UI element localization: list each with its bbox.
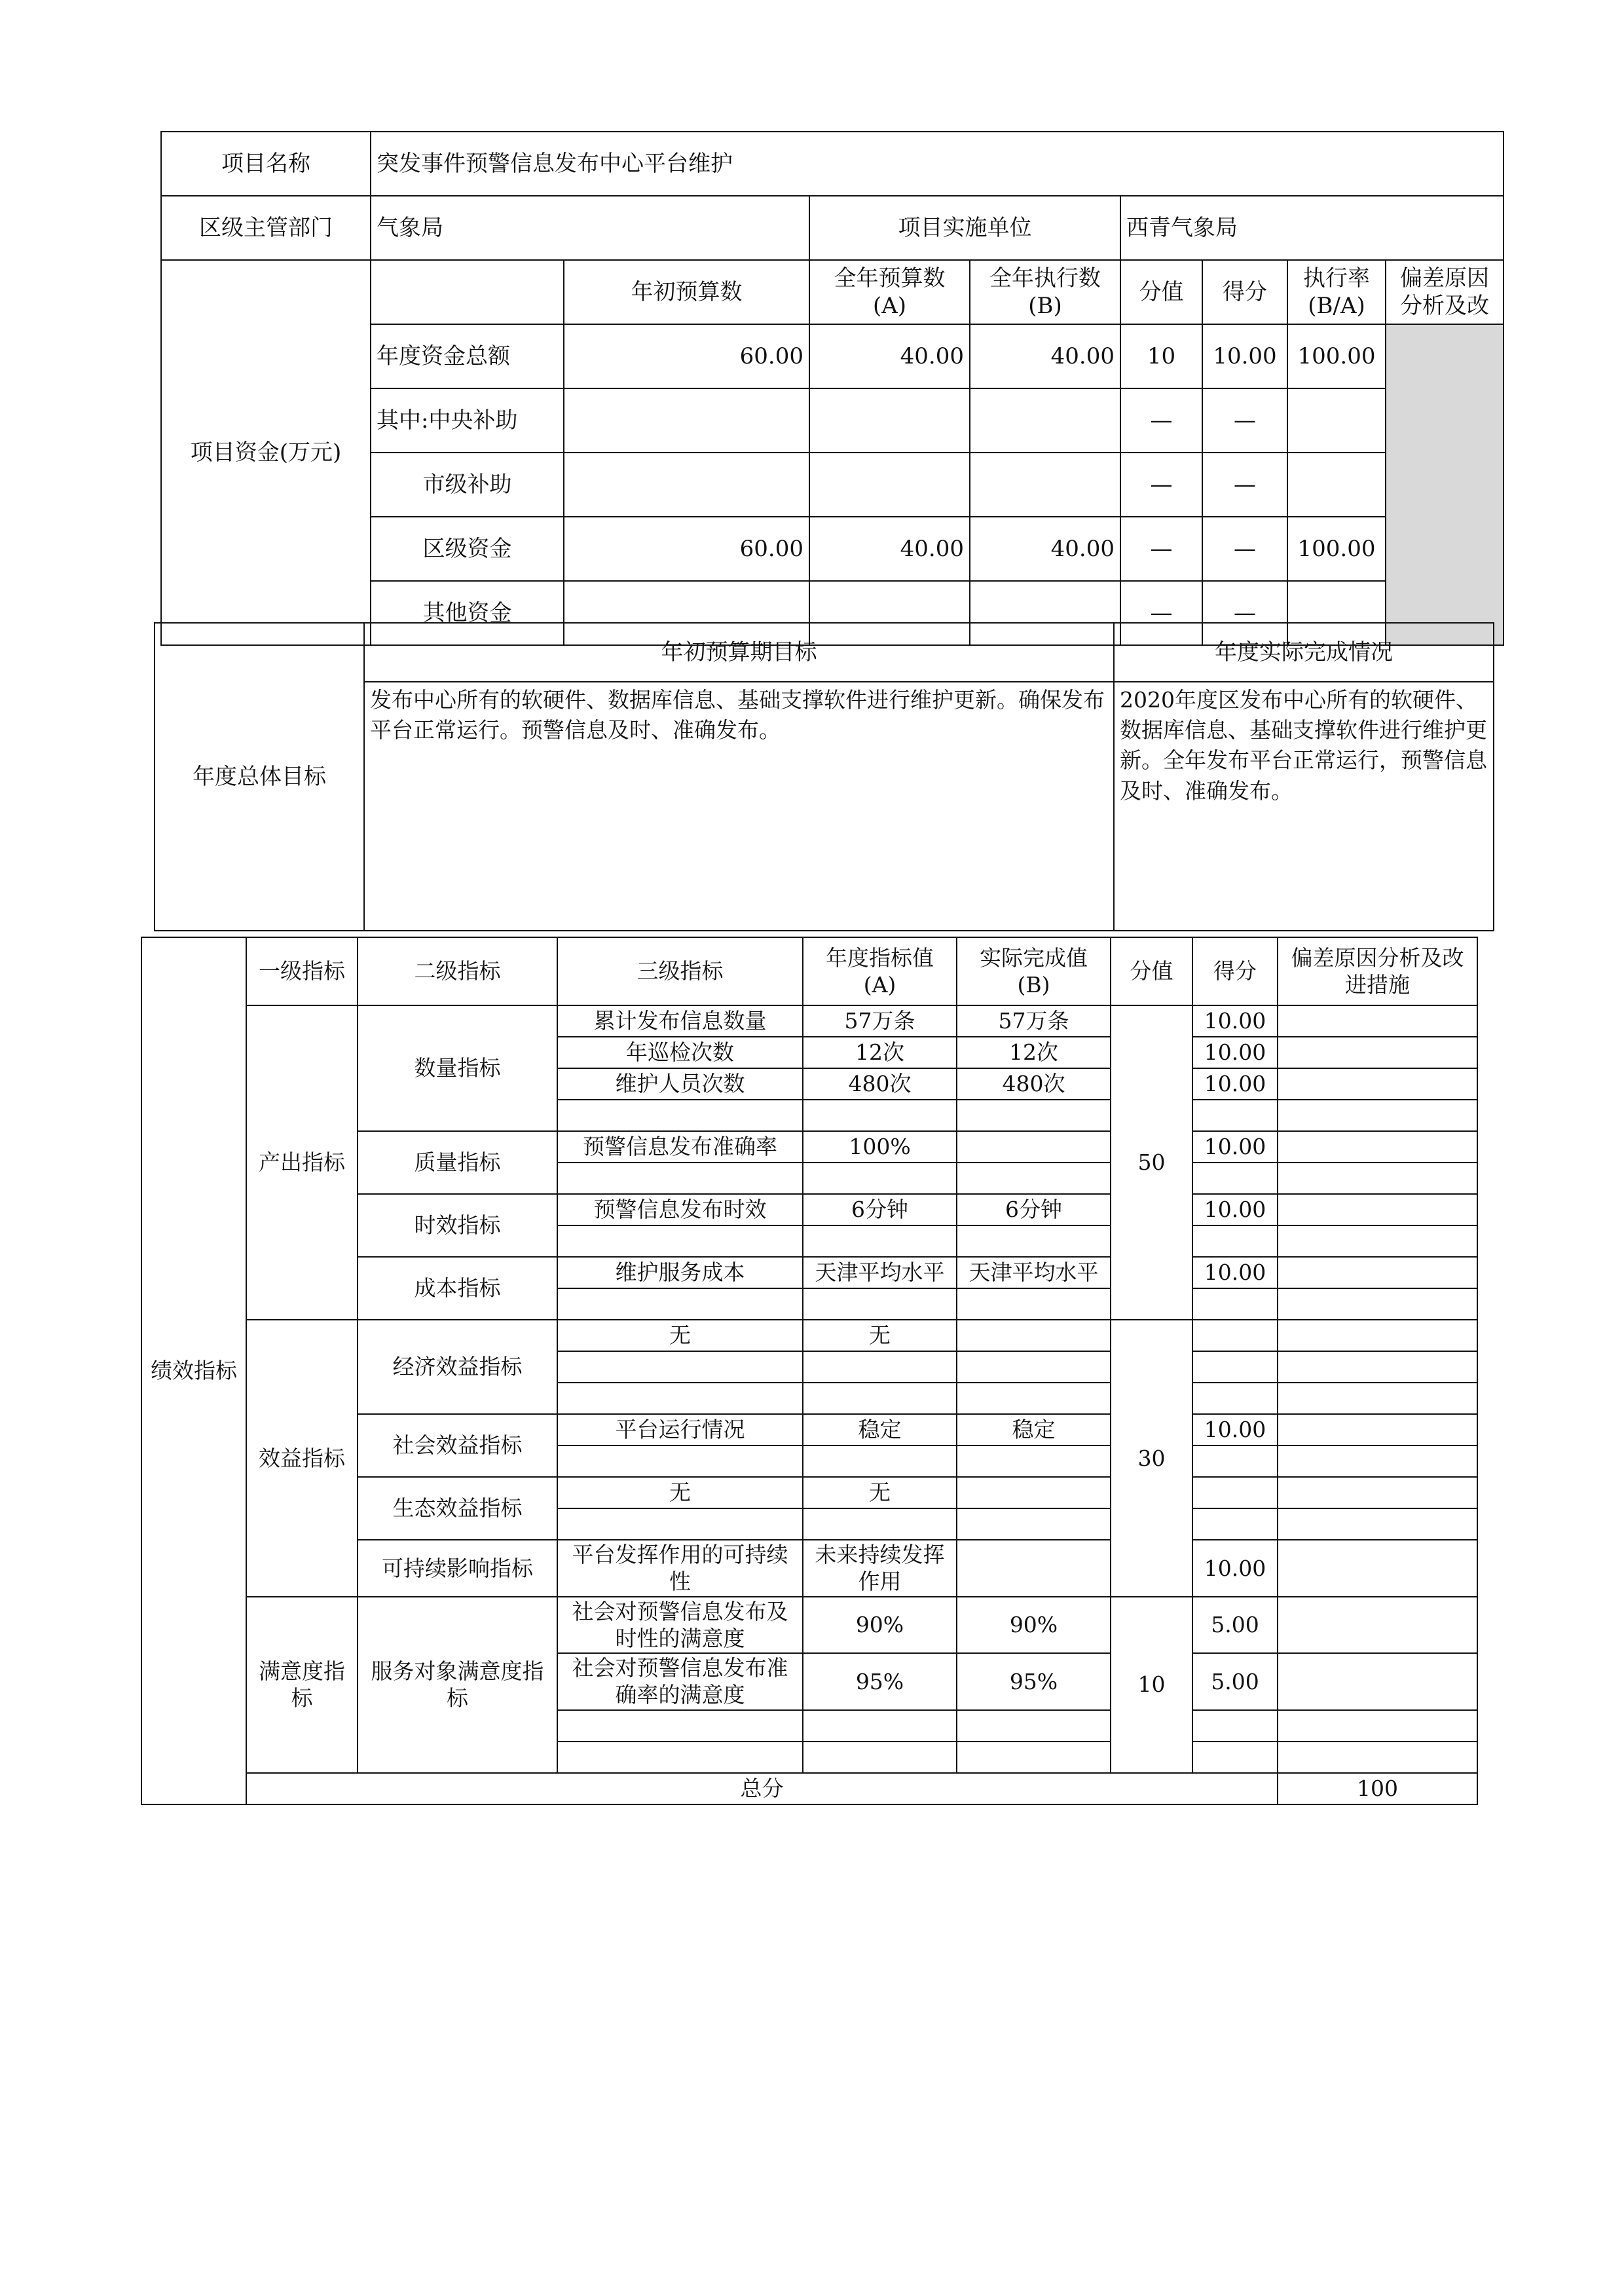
indicator-deviation (1278, 1540, 1477, 1597)
funds-executed (970, 453, 1120, 517)
level2-economic: 经济效益指标 (358, 1320, 557, 1414)
funds-score-value: — (1120, 453, 1202, 517)
indicator-actual: 480次 (957, 1068, 1111, 1100)
level1-satisfaction: 满意度指标 (246, 1597, 358, 1773)
indicator-target: 未来持续发挥作用 (803, 1540, 957, 1597)
total-label: 总分 (246, 1773, 1278, 1804)
header-level1: 一级指标 (246, 937, 358, 1005)
total-row (141, 1773, 1477, 1804)
indicator-actual: 95% (957, 1653, 1111, 1710)
indicator-target: 天津平均水平 (803, 1257, 957, 1288)
indicator-target: 480次 (803, 1068, 957, 1100)
funds-header-blank (371, 260, 564, 324)
indicator-deviation (1278, 1194, 1477, 1225)
funds-row-label: 区级资金 (371, 517, 564, 581)
level2-social: 社会效益指标 (358, 1414, 557, 1477)
funds-row-label: 其他资金 (371, 581, 564, 645)
indicator-score: 10.00 (1192, 1194, 1278, 1225)
funds-score-value: — (1120, 581, 1202, 645)
funds-section-label: 项目资金(万元) (161, 260, 371, 645)
indicator-target: 100% (803, 1131, 957, 1163)
indicator-name: 维护服务成本 (557, 1257, 803, 1288)
annual-goal-table (154, 622, 1494, 931)
indicator-name: 预警信息发布准确率 (557, 1131, 803, 1163)
funds-rate: 100.00 (1287, 517, 1386, 581)
indicator-score: 5.00 (1192, 1653, 1278, 1710)
level2-quality: 质量指标 (358, 1131, 557, 1194)
header-score-value: 分值 (1111, 937, 1192, 1005)
indicator-target: 95% (803, 1653, 957, 1710)
funds-initial (564, 453, 809, 517)
indicator-actual: 6分钟 (957, 1194, 1111, 1225)
indicator-actual: 稳定 (957, 1414, 1111, 1446)
project-name-value: 突发事件预警信息发布中心平台维护 (371, 132, 1504, 196)
funds-score: — (1202, 581, 1287, 645)
group-score-satisfaction: 10 (1111, 1597, 1192, 1773)
funds-full-year (809, 388, 970, 453)
header-deviation: 偏差原因分析及改 进措施 (1278, 937, 1477, 1005)
indicator-actual (957, 1320, 1111, 1351)
funds-header-rate: 执行率 (B/A) (1287, 260, 1386, 324)
group-score-benefit: 30 (1111, 1320, 1192, 1597)
indicator-actual (957, 1477, 1111, 1508)
header-score: 得分 (1192, 937, 1278, 1005)
performance-section-label: 绩效指标 (141, 937, 246, 1804)
indicator-deviation (1278, 1320, 1477, 1351)
indicator-score: 5.00 (1192, 1597, 1278, 1654)
funds-rate (1287, 388, 1386, 453)
unit-value: 西青气象局 (1120, 196, 1504, 260)
funds-initial: 60.00 (564, 517, 809, 581)
level2-timeliness: 时效指标 (358, 1194, 557, 1257)
dept-label: 区级主管部门 (161, 196, 371, 260)
planned-goal-header: 年初预算期目标 (364, 623, 1114, 682)
funds-header-score-value: 分值 (1120, 260, 1202, 324)
funds-full-year: 40.00 (809, 324, 970, 388)
funds-score: — (1202, 517, 1287, 581)
indicator-target: 无 (803, 1477, 957, 1508)
level1-benefit: 效益指标 (246, 1320, 358, 1597)
funds-header-initial: 年初预算数 (564, 260, 809, 324)
indicator-target: 12次 (803, 1037, 957, 1068)
unit-label: 项目实施单位 (809, 196, 1120, 260)
funds-score-value: 10 (1120, 324, 1202, 388)
funds-deviation-shaded (1386, 324, 1504, 645)
funds-score: 10.00 (1202, 324, 1287, 388)
indicator-deviation (1278, 1131, 1477, 1163)
indicator-name: 预警信息发布时效 (557, 1194, 803, 1225)
performance-table (141, 937, 1478, 1805)
indicator-score: 10.00 (1192, 1005, 1278, 1037)
indicator-deviation (1278, 1005, 1477, 1037)
level2-quantity: 数量指标 (358, 1005, 557, 1131)
indicator-name: 社会对预警信息发布及时性的满意度 (557, 1597, 803, 1654)
indicator-name: 无 (557, 1320, 803, 1351)
funds-executed: 40.00 (970, 324, 1120, 388)
indicator-actual: 12次 (957, 1037, 1111, 1068)
funds-row-label: 年度资金总额 (371, 324, 564, 388)
funds-header-deviation: 偏差原因 分析及改 (1386, 260, 1504, 324)
level2-sustainable: 可持续影响指标 (358, 1540, 557, 1597)
indicator-deviation (1278, 1477, 1477, 1508)
level2-cost: 成本指标 (358, 1257, 557, 1320)
funds-score: — (1202, 388, 1287, 453)
indicator-deviation (1278, 1257, 1477, 1288)
funds-rate (1287, 453, 1386, 517)
level2-ecological: 生态效益指标 (358, 1477, 557, 1540)
indicator-score: 10.00 (1192, 1037, 1278, 1068)
indicator-actual (957, 1540, 1111, 1597)
funds-initial: 60.00 (564, 324, 809, 388)
funds-row-label: 其中:中央补助 (371, 388, 564, 453)
indicator-deviation (1278, 1037, 1477, 1068)
indicator-score: 10.00 (1192, 1540, 1278, 1597)
indicator-score: 10.00 (1192, 1068, 1278, 1100)
actual-goal-text: 2020年度区发布中心所有的软硬件、数据库信息、基础支撑软件进行维护更新。全年发布平台正常运行，预警信息及时、准确发布。 (1114, 682, 1494, 931)
indicator-deviation (1278, 1068, 1477, 1100)
indicator-deviation (1278, 1414, 1477, 1446)
indicator-name: 累计发布信息数量 (557, 1005, 803, 1037)
funds-row-label: 市级补助 (371, 453, 564, 517)
indicator-name: 平台运行情况 (557, 1414, 803, 1446)
indicator-row (141, 1005, 1477, 1037)
indicator-deviation (1278, 1653, 1477, 1710)
group-score-output: 50 (1111, 1005, 1192, 1320)
funds-full-year (809, 453, 970, 517)
indicator-actual: 天津平均水平 (957, 1257, 1111, 1288)
indicator-score: 10.00 (1192, 1414, 1278, 1446)
indicator-score (1192, 1477, 1278, 1508)
funds-score-value: — (1120, 517, 1202, 581)
planned-goal-text: 发布中心所有的软硬件、数据库信息、基础支撑软件进行维护更新。确保发布平台正常运行。预警信息及时、准确发布。 (364, 682, 1114, 931)
header-level2: 二级指标 (358, 937, 557, 1005)
indicator-target: 57万条 (803, 1005, 957, 1037)
header-target: 年度指标值 (A) (803, 937, 957, 1005)
funds-full-year: 40.00 (809, 517, 970, 581)
indicator-name: 平台发挥作用的可持续性 (557, 1540, 803, 1597)
indicator-score: 10.00 (1192, 1257, 1278, 1288)
actual-goal-header: 年度实际完成情况 (1114, 623, 1494, 682)
annual-goal-label: 年度总体目标 (155, 623, 364, 931)
indicator-target: 稳定 (803, 1414, 957, 1446)
funds-header-score: 得分 (1202, 260, 1287, 324)
funds-header-full-year: 全年预算数 (A) (809, 260, 970, 324)
funds-initial (564, 388, 809, 453)
indicator-target: 90% (803, 1597, 957, 1654)
indicator-score (1192, 1320, 1278, 1351)
funds-header-executed: 全年执行数 (B) (970, 260, 1120, 324)
funds-executed: 40.00 (970, 517, 1120, 581)
indicator-actual: 90% (957, 1597, 1111, 1654)
header-actual: 实际完成值 (B) (957, 937, 1111, 1005)
indicator-actual: 57万条 (957, 1005, 1111, 1037)
project-info-table (160, 131, 1504, 646)
total-score-value: 100 (1278, 1773, 1477, 1804)
funds-score-value: — (1120, 388, 1202, 453)
indicator-name: 社会对预警信息发布准确率的满意度 (557, 1653, 803, 1710)
header-level3: 三级指标 (557, 937, 803, 1005)
funds-rate: 100.00 (1287, 324, 1386, 388)
indicator-name: 无 (557, 1477, 803, 1508)
indicator-row (141, 1320, 1477, 1351)
dept-value: 气象局 (371, 196, 809, 260)
level1-output: 产出指标 (246, 1005, 358, 1320)
funds-executed (970, 388, 1120, 453)
indicator-score: 10.00 (1192, 1131, 1278, 1163)
indicator-name: 年巡检次数 (557, 1037, 803, 1068)
funds-score: — (1202, 453, 1287, 517)
indicator-target: 无 (803, 1320, 957, 1351)
indicator-target: 6分钟 (803, 1194, 957, 1225)
indicator-actual (957, 1131, 1111, 1163)
level2-service: 服务对象满意度指标 (358, 1597, 557, 1773)
indicator-deviation (1278, 1597, 1477, 1654)
indicator-name: 维护人员次数 (557, 1068, 803, 1100)
project-name-label: 项目名称 (161, 132, 371, 196)
